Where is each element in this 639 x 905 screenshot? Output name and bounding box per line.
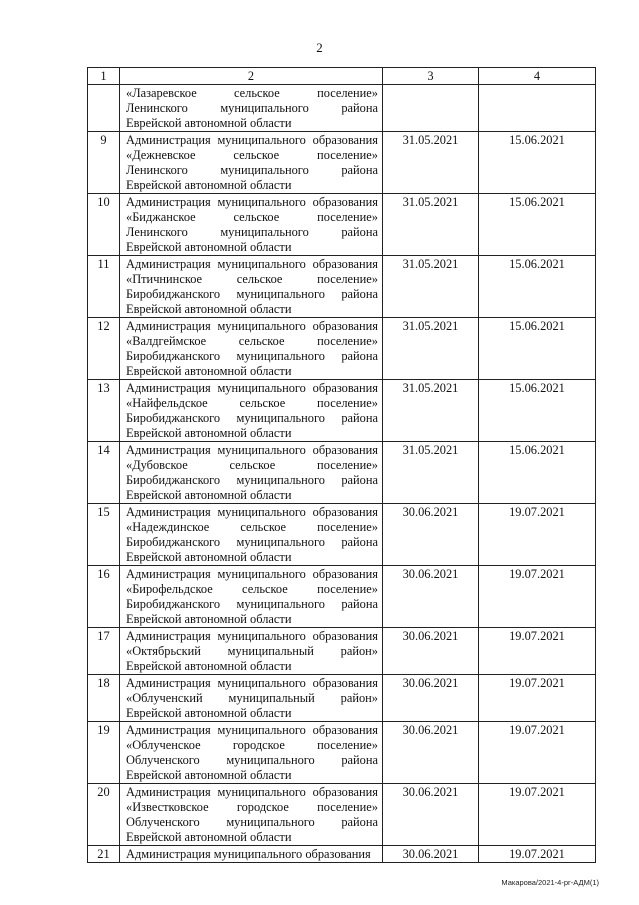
row-number: 9 — [88, 132, 120, 194]
deadline-date: 19.07.2021 — [479, 846, 596, 863]
deadline-date: 15.06.2021 — [479, 442, 596, 504]
organization-line: «Биджанское сельское поселение» — [126, 210, 378, 224]
row-number: 15 — [88, 504, 120, 566]
organization-cell — [120, 566, 383, 628]
row-number: 14 — [88, 442, 120, 504]
organization-line: Еврейской автономной области — [126, 768, 292, 782]
table-row — [88, 784, 596, 846]
deadline-date: 15.06.2021 — [479, 132, 596, 194]
organization-line: Администрация муниципального образования — [126, 847, 371, 861]
organization-line: Еврейской автономной области — [126, 116, 292, 130]
deadline-date: 19.07.2021 — [479, 504, 596, 566]
organization-cell — [120, 85, 383, 132]
deadline-date: 19.07.2021 — [479, 675, 596, 722]
organization-line: «Дежневское сельское поселение» — [126, 148, 378, 162]
organization-line: Биробиджанского муниципального района — [126, 349, 378, 363]
table-header-row — [88, 68, 596, 85]
organization-line: «Надеждинское сельское поселение» — [126, 520, 378, 534]
organization-line: «Валдгеймское сельское поселение» — [126, 334, 378, 348]
organization-line: Администрация муниципального образования — [126, 195, 378, 209]
organization-line: Администрация муниципального образования — [126, 381, 378, 395]
deadline-date: 15.06.2021 — [479, 194, 596, 256]
submission-date: 30.06.2021 — [383, 722, 479, 784]
deadline-date — [479, 85, 596, 132]
table-row — [88, 318, 596, 380]
organization-line: Еврейской автономной области — [126, 240, 292, 254]
organization-line: «Найфельдское сельское поселение» — [126, 396, 378, 410]
page-number: 2 — [316, 40, 323, 55]
organization-line: Администрация муниципального образования — [126, 443, 378, 457]
organization-line: Еврейской автономной области — [126, 550, 292, 564]
organization-line: Администрация муниципального образования — [126, 567, 378, 581]
organization-line: «Лазаревское сельское поселение» — [126, 86, 378, 100]
organization-line: Еврейской автономной области — [126, 178, 292, 192]
organization-line: Администрация муниципального образования — [126, 257, 378, 271]
organization-line: Биробиджанского муниципального района — [126, 473, 378, 487]
header-col-3: 3 — [383, 68, 479, 85]
organization-cell — [120, 380, 383, 442]
table-row — [88, 566, 596, 628]
row-number: 17 — [88, 628, 120, 675]
organization-line: «Птичнинское сельское поселение» — [126, 272, 378, 286]
organization-line: Еврейской автономной области — [126, 706, 292, 720]
submission-date: 30.06.2021 — [383, 566, 479, 628]
organization-line: Биробиджанского муниципального района — [126, 287, 378, 301]
row-number: 20 — [88, 784, 120, 846]
deadline-date: 15.06.2021 — [479, 318, 596, 380]
table-body — [88, 85, 596, 863]
table-row — [88, 256, 596, 318]
organization-line: «Облученский муниципальный район» — [126, 691, 378, 705]
submission-date: 30.06.2021 — [383, 846, 479, 863]
submission-date: 30.06.2021 — [383, 675, 479, 722]
submission-date: 30.06.2021 — [383, 628, 479, 675]
submission-date: 31.05.2021 — [383, 442, 479, 504]
submission-date: 31.05.2021 — [383, 318, 479, 380]
organization-line: Облученского муниципального района — [126, 815, 378, 829]
organization-cell — [120, 846, 383, 863]
deadline-date: 19.07.2021 — [479, 566, 596, 628]
organization-line: Еврейской автономной области — [126, 488, 292, 502]
organization-cell — [120, 784, 383, 846]
document-footer-code: Макарова/2021-4-рг-АДМ(1) — [501, 878, 599, 887]
organization-cell — [120, 628, 383, 675]
table-row — [88, 675, 596, 722]
row-number: 16 — [88, 566, 120, 628]
submission-date: 31.05.2021 — [383, 256, 479, 318]
organization-cell — [120, 675, 383, 722]
organization-cell — [120, 442, 383, 504]
header-col-1: 1 — [88, 68, 120, 85]
organization-line: Ленинского муниципального района — [126, 163, 378, 177]
row-number: 21 — [88, 846, 120, 863]
organization-line: Администрация муниципального образования — [126, 319, 378, 333]
organization-line: Администрация муниципального образования — [126, 505, 378, 519]
organization-line: Ленинского муниципального района — [126, 225, 378, 239]
organization-line: Еврейской автономной области — [126, 426, 292, 440]
organization-cell — [120, 194, 383, 256]
row-number: 13 — [88, 380, 120, 442]
row-number: 12 — [88, 318, 120, 380]
organization-cell — [120, 256, 383, 318]
organization-line: Администрация муниципального образования — [126, 133, 378, 147]
organization-line: Администрация муниципального образования — [126, 785, 378, 799]
organization-line: «Октябрьский муниципальный район» — [126, 644, 378, 658]
table-row — [88, 85, 596, 132]
organization-line: Администрация муниципального образования — [126, 676, 378, 690]
submission-date: 30.06.2021 — [383, 504, 479, 566]
organization-line: Еврейской автономной области — [126, 364, 292, 378]
table-row — [88, 194, 596, 256]
row-number: 19 — [88, 722, 120, 784]
header-col-2: 2 — [120, 68, 383, 85]
organization-line: Администрация муниципального образования — [126, 629, 378, 643]
table-row — [88, 846, 596, 863]
table-row — [88, 132, 596, 194]
submission-date — [383, 85, 479, 132]
organization-line: Еврейской автономной области — [126, 830, 292, 844]
organization-line: Биробиджанского муниципального района — [126, 411, 378, 425]
organization-line: Облученского муниципального района — [126, 753, 378, 767]
organization-line: Администрация муниципального образования — [126, 723, 378, 737]
row-number: 11 — [88, 256, 120, 318]
row-number: 18 — [88, 675, 120, 722]
organization-line: Биробиджанского муниципального района — [126, 597, 378, 611]
table-row — [88, 442, 596, 504]
submission-date: 31.05.2021 — [383, 380, 479, 442]
table-row — [88, 380, 596, 442]
organization-line: «Бирофельдское сельское поселение» — [126, 582, 378, 596]
row-number: 10 — [88, 194, 120, 256]
organization-line: «Дубовское сельское поселение» — [126, 458, 378, 472]
organization-line: Ленинского муниципального района — [126, 101, 378, 115]
header-col-4: 4 — [479, 68, 596, 85]
organization-cell — [120, 132, 383, 194]
organization-line: Еврейской автономной области — [126, 612, 292, 626]
submission-date: 31.05.2021 — [383, 132, 479, 194]
deadline-date: 19.07.2021 — [479, 784, 596, 846]
organization-line: Биробиджанского муниципального района — [126, 535, 378, 549]
deadline-date: 15.06.2021 — [479, 380, 596, 442]
table-row — [88, 504, 596, 566]
row-number — [88, 85, 120, 132]
submission-date: 31.05.2021 — [383, 194, 479, 256]
schedule-table — [87, 67, 596, 863]
deadline-date: 19.07.2021 — [479, 628, 596, 675]
organization-line: Еврейской автономной области — [126, 659, 292, 673]
submission-date: 30.06.2021 — [383, 784, 479, 846]
organization-cell — [120, 722, 383, 784]
deadline-date: 19.07.2021 — [479, 722, 596, 784]
organization-line: «Облученское городское поселение» — [126, 738, 378, 752]
organization-cell — [120, 504, 383, 566]
organization-line: Еврейской автономной области — [126, 302, 292, 316]
organization-cell — [120, 318, 383, 380]
deadline-date: 15.06.2021 — [479, 256, 596, 318]
organization-line: «Известковское городское поселение» — [126, 800, 378, 814]
table-row — [88, 628, 596, 675]
table-row — [88, 722, 596, 784]
